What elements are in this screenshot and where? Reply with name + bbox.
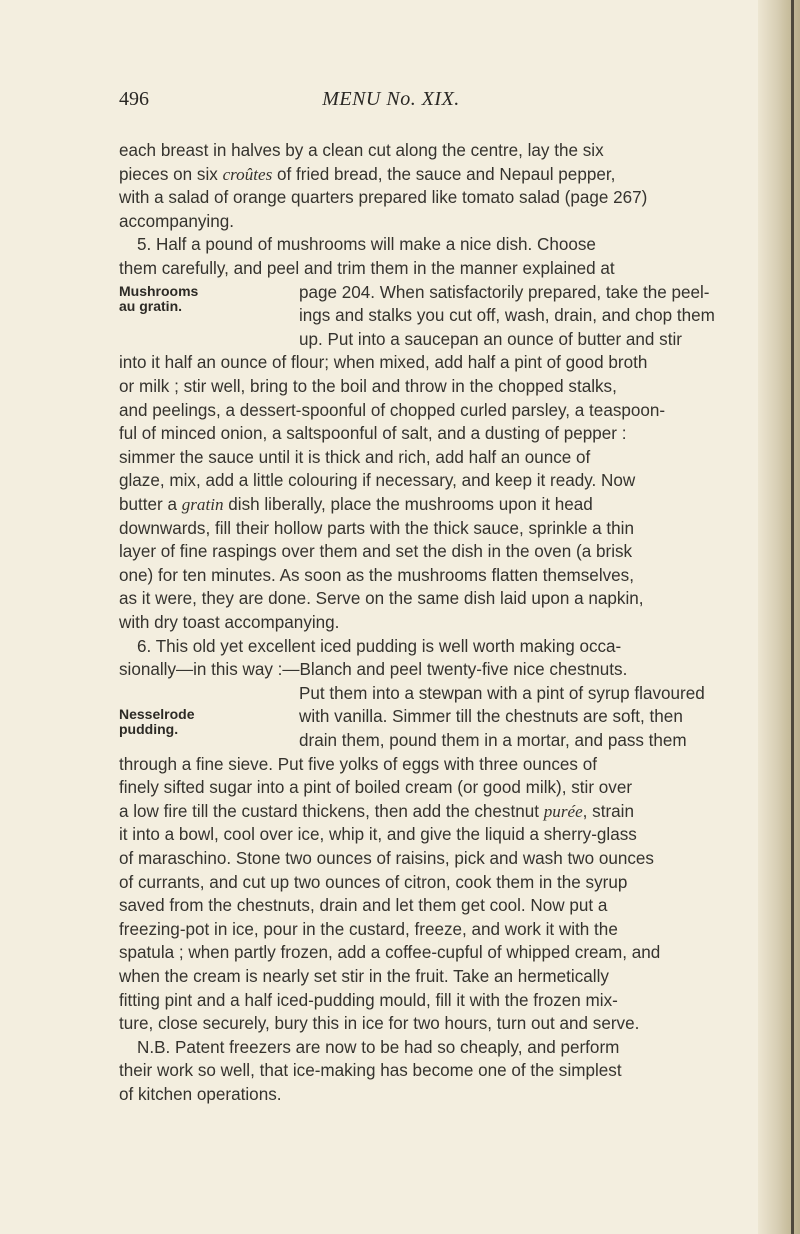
text-line: when the cream is nearly set stir in the fruit. Take an hermetically: [119, 967, 609, 986]
text-line: ings and stalks you cut off, wash, drain, and chop them: [299, 306, 715, 326]
text-line: and peelings, a dessert-spoonful of chopped curled parsley, a teaspoon-: [119, 400, 666, 420]
text-line: with vanilla. Simmer till the chestnuts are soft, then: [299, 707, 683, 727]
body-text: [119, 139, 740, 1104]
text-line: finely sifted sugar into a pint of boiled cream (or good milk), stir over: [119, 778, 633, 798]
text-line: up. Put into a saucepan an ounce of butter and stir: [299, 329, 682, 349]
text-line: downwards, fill their hollow parts with the thick sauce, sprinkle a thin: [119, 518, 634, 538]
italic-term: purée: [543, 801, 583, 821]
text-line: spatula ; when partly frozen, add a coffee-cupful of whipped cream, and: [119, 943, 661, 963]
text-line: them carefully, and peel and trim them in the manner explained at: [119, 259, 615, 278]
text-line: simmer the sauce until it is thick and rich, add half an ounce of: [119, 447, 591, 467]
margin-note-line: Nesselrode: [119, 706, 195, 722]
text-line: ful of minced onion, a saltspoonful of salt, and a dusting of pepper :: [119, 424, 627, 444]
text-line: it into a bowl, cool over ice, whip it, and give the liquid a sherry-glass: [119, 825, 637, 845]
text-line: one) for ten minutes. As soon as the mushrooms flatten themselves,: [119, 565, 634, 585]
text-line: ture, close securely, bury this in ice for two hours, turn out and serve.: [119, 1014, 640, 1034]
running-head: MENU No. XIX.: [322, 88, 460, 110]
text-line: with a salad of orange quarters prepared like tomato salad (page 267): [119, 188, 648, 208]
text-line: butter a gratin dish liberally, place the mushrooms upon it head: [119, 495, 593, 514]
margin-note-line: pudding.: [119, 721, 179, 737]
text-line: a low fire till the custard thickens, then add the chestnut purée, strain: [119, 801, 634, 821]
text-line: their work so well, that ice-making has become one of the simplest: [119, 1061, 622, 1081]
page-number: 496: [119, 88, 149, 110]
margin-note-line: au gratin.: [119, 298, 183, 314]
text-line: freezing-pot in ice, pour in the custard, freeze, and work it with the: [119, 919, 618, 939]
text-line: layer of fine raspings over them and set the dish in the oven (a brisk: [119, 542, 633, 562]
text-line: accompanying.: [119, 211, 234, 231]
text-line: N.B. Patent freezers are now to be had so cheaply, and perform: [137, 1037, 620, 1057]
binding-edge-line: [791, 0, 794, 1234]
italic-term: gratin: [181, 495, 224, 514]
text-line: each breast in halves by a clean cut along the centre, lay the six: [119, 141, 604, 160]
text-line: Put them into a stewpan with a pint of syrup flavoured: [299, 683, 705, 703]
text-line: as it were, they are done. Serve on the same dish laid upon a napkin,: [119, 589, 644, 609]
text-line: page 204. When satisfactorily prepared, take the peel-: [299, 282, 710, 302]
text-line: into it half an ounce of flour; when mixed, add half a pint of good broth: [119, 353, 648, 373]
text-line: fitting pint and a half iced-pudding mould, fill it with the frozen mix-: [119, 990, 618, 1010]
text-line: with dry toast accompanying.: [119, 613, 340, 632]
text-line: pieces on six croûtes of fried bread, the sauce and Nepaul pepper,: [119, 164, 616, 184]
text-line: of currants, and cut up two ounces of citron, cook them in the syrup: [119, 872, 628, 892]
text-line: glaze, mix, add a little colouring if necessary, and keep it ready. Now: [119, 471, 636, 491]
margin-note-line: Mushrooms: [119, 283, 199, 299]
text-line: 6. This old yet excellent iced pudding is well worth making occa-: [137, 636, 622, 656]
text-line: of kitchen operations.: [119, 1085, 282, 1104]
italic-term: croûtes: [222, 164, 273, 184]
margin-note-mushrooms-au-gratin: [119, 284, 259, 314]
text-line: sionally—in this way :—Blanch and peel twenty-five nice chestnuts.: [119, 660, 628, 680]
text-line: 5. Half a pound of mushrooms will make a nice dish. Choose: [137, 235, 596, 255]
text-line: of maraschino. Stone two ounces of raisins, pick and wash two ounces: [119, 849, 654, 868]
margin-note-nesselrode-pudding: [119, 707, 259, 737]
text-line: or milk ; stir well, bring to the boil and throw in the chopped stalks,: [119, 377, 617, 396]
text-line: saved from the chestnuts, drain and let them get cool. Now put a: [119, 896, 608, 916]
text-line: drain them, pound them in a mortar, and pass them: [299, 731, 687, 750]
text-line: through a fine sieve. Put five yolks of eggs with three ounces of: [119, 754, 597, 774]
